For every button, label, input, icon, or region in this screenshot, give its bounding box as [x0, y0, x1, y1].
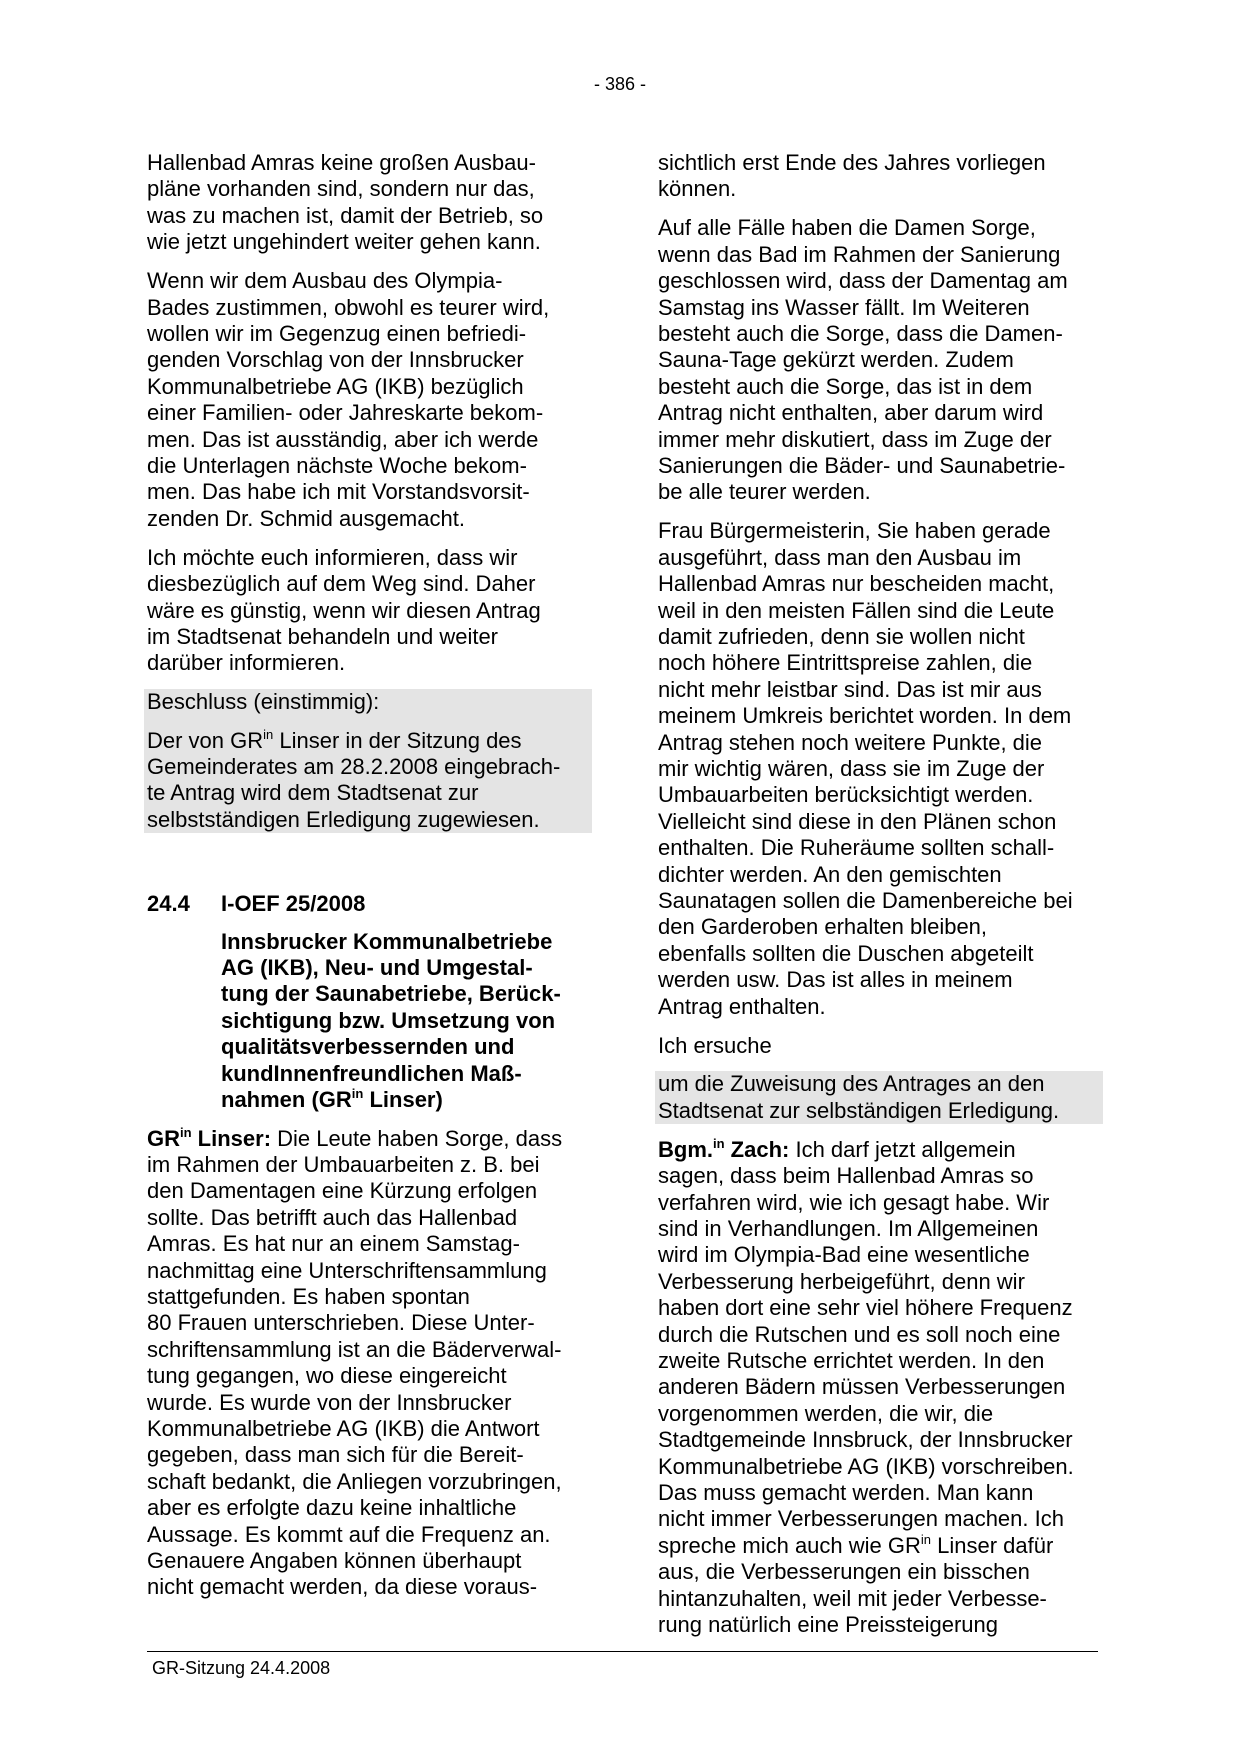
text-line: Bades zustimmen, obwohl es teurer wird, — [147, 294, 550, 320]
text-line: können. — [658, 176, 737, 202]
text-line: dichter werden. An den gemischten — [658, 861, 1002, 887]
text-line: mir wichtig wären, dass sie im Zuge der — [658, 755, 1045, 781]
text-line: verfahren wird, wie ich gesagt habe. Wir — [658, 1189, 1050, 1215]
paragraph — [658, 215, 1103, 505]
paragraph — [147, 150, 592, 256]
text-line: sind in Verhandlungen. Im Allgemeinen — [658, 1215, 1039, 1241]
paragraph — [147, 545, 592, 677]
text-line: um die Zuweisung des Antrages an den — [658, 1071, 1045, 1097]
text-line: Das muss gemacht werden. Man kann — [658, 1480, 1034, 1505]
right-column — [658, 150, 1103, 1651]
text-line: Stadtgemeinde Innsbruck, der Innsbrucker — [658, 1427, 1073, 1453]
text-line: qualitätsverbessernden und — [221, 1034, 515, 1060]
text-line: nicht immer Verbesserungen machen. Ich — [658, 1506, 1064, 1532]
text-line: men. Das habe ich mit Vorstandsvorsit- — [147, 479, 530, 505]
text-line: ausgeführt, dass man den Ausbau im — [658, 544, 1022, 570]
text-line: be alle teurer werden. — [658, 479, 871, 505]
text-line: diesbezüglich auf dem Weg sind. Daher — [147, 571, 536, 597]
text-line: aber es erfolgte dazu keine inhaltliche — [147, 1495, 517, 1521]
text-line: schaft bedankt, die Anliegen vorzubringen, — [147, 1468, 562, 1494]
left-column — [147, 150, 592, 1613]
text-line: Antrag nicht enthalten, aber darum wird — [658, 400, 1044, 426]
text-line: gegeben, dass man sich für die Bereit- — [147, 1442, 524, 1468]
text-line: sichtlich erst Ende des Jahres vorliegen — [658, 150, 1046, 175]
text-line: besteht auch die Sorge, dass die Damen- — [658, 320, 1063, 346]
text-line: sichtigung bzw. Umsetzung von — [221, 1007, 556, 1033]
text-line: pläne vorhanden sind, sondern nur das, — [147, 176, 535, 202]
text-line: durch die Rutschen und es soll noch eine — [658, 1321, 1061, 1347]
text-line: te Antrag wird dem Stadtsenat zur — [147, 780, 479, 806]
text-line: zweite Rutsche errichtet werden. In den — [658, 1347, 1045, 1373]
agenda-number: 24.4 — [147, 891, 190, 917]
paragraph — [658, 150, 1103, 203]
text-line: Genauere Angaben können überhaupt — [147, 1548, 522, 1573]
text-line: noch höhere Eintrittspreise zahlen, die — [658, 650, 1033, 676]
text-line: stattgefunden. Es haben spontan — [147, 1283, 470, 1309]
text-line: tung gegangen, wo diese eingereicht — [147, 1363, 507, 1389]
text-line: Stadtsenat zur selbständigen Erledigung. — [658, 1097, 1060, 1123]
text-line: Kommunalbetriebe AG (IKB) bezüglich — [147, 373, 524, 399]
text-line: wollen wir im Gegenzug einen befriedi- — [147, 320, 527, 346]
footer-text: GR-Sitzung 24.4.2008 — [152, 1658, 331, 1678]
text-line: schriftensammlung ist an die Bäderverwal- — [147, 1336, 562, 1362]
text-line: sollte. Das betrifft auch das Hallenbad — [147, 1204, 518, 1230]
text-line: selbstständigen Erledigung zugewiesen. — [147, 806, 540, 832]
text-line: nicht mehr leistbar sind. Das ist mir aus — [658, 676, 1042, 702]
text-line: Verbesserung herbeigeführt, denn wir — [658, 1268, 1025, 1294]
text-line: werden usw. Das ist alles in meinem — [658, 967, 1013, 993]
text-line: wenn das Bad im Rahmen der Sanierung — [658, 241, 1061, 267]
text-line: Umbauarbeiten berücksichtigt werden. — [658, 782, 1034, 808]
text-line: den Damentagen eine Kürzung erfolgen — [147, 1178, 538, 1204]
resolution-text: Der von $GR^{in}$ Linser in der Sitzung des Gemeinderates am 28.2.2008 eingebrach- te Antrag wird dem Stadtsenat zur selbstständigen Erledigung zugewiesen. — [147, 728, 592, 834]
text-line: anderen Bädern müssen Verbesserungen — [658, 1374, 1066, 1400]
text-line: Sanierungen die Bäder- und Saunabetrie- — [658, 452, 1066, 478]
text-line: darüber informieren. — [147, 650, 346, 676]
text-line: 80 Frauen unterschrieben. Diese Unter- — [147, 1310, 535, 1336]
page-number: - 386 - — [593, 74, 647, 94]
paragraph: Ich ersuche — [658, 1032, 772, 1058]
text-line: Ich möchte euch informieren, dass wir — [147, 544, 518, 570]
speaker-name: Bgm.$^{in}$ Zach: — [658, 1135, 790, 1162]
speech-linser: $GR^{in}$ Linser: Die Leute haben Sorge, dass im Rahmen der Umbauarbeiten z. B. bei den Damentagen eine Kürzung erfolgen sollte. Das betrifft auch das Hallenbad Amras. Es hat nur an einem Samstag- nachmittag eine Unterschriftensammlung stattgefunden. Es haben spontan 80 Frauen unterschrieben. Diese Unter- schriftensammlung ist an die Bäderverwal- tung gegangen, wo diese eingereicht wurde. Es wurde von der Innsbrucker Kommunalbetriebe AG (IKB) die Antwort gegeben, dass man sich für die Bereit- schaft bedankt, die Anliegen vorzubringen, aber es erfolgte dazu keine inhaltliche Aussage. Es kommt auf die Frequenz an. Genauere Angaben können überhaupt nicht gemacht werden, da diese voraus- — [147, 1126, 592, 1601]
request-box — [655, 1071, 1103, 1124]
text-line: Kommunalbetriebe AG (IKB) die Antwort — [147, 1415, 540, 1441]
text-line: meinem Umkreis berichtet worden. In dem — [658, 703, 1072, 729]
text-line: nachmittag eine Unterschriftensammlung — [147, 1257, 547, 1283]
text-line: besteht auch die Sorge, das ist in dem — [658, 373, 1033, 399]
text-line: die Unterlagen nächste Woche bekom- — [147, 452, 527, 478]
text-line: vorgenommen werden, die wir, die — [658, 1400, 994, 1426]
text-line: ebenfalls sollten die Duschen abgeteilt — [658, 940, 1034, 966]
text-line: wäre es günstig, wenn wir diesen Antrag — [147, 597, 541, 623]
text-line: nicht gemacht werden, da diese voraus- — [147, 1574, 538, 1600]
paragraph — [147, 268, 592, 532]
text-line: zenden Dr. Schmid ausgemacht. — [147, 505, 465, 531]
paragraph — [658, 518, 1103, 1020]
text-line: AG (IKB), Neu- und Umgestal- — [221, 955, 533, 981]
text-line: haben dort eine sehr viel höhere Frequenz — [658, 1295, 1073, 1321]
text-line: Vielleicht sind diese in den Plänen schon — [658, 808, 1057, 834]
text-line: Hallenbad Amras nur bescheiden macht, — [658, 571, 1055, 597]
text-line: wurde. Es wurde von der Innsbrucker — [147, 1389, 512, 1415]
text-line: damit zufrieden, denn sie wollen nicht — [658, 623, 1025, 649]
text-line: genden Vorschlag von der Innsbrucker — [147, 347, 524, 373]
footer-rule — [147, 1651, 1098, 1652]
text-line: wird im Olympia-Bad eine wesentliche — [658, 1242, 1030, 1268]
text-line: tung der Saunabetriebe, Berück- — [221, 981, 561, 1007]
text-line: Samstag ins Wasser fällt. Im Weiteren — [658, 294, 1030, 320]
text-line: hintanzuhalten, weil mit jeder Verbesse- — [658, 1585, 1047, 1611]
resolution-box — [144, 689, 592, 833]
speech-zach: Bgm.$^{in}$ Zach: Ich darf jetzt allgemein sagen, dass beim Hallenbad Amras so verfahren wird, wie ich gesagt habe. Wir sind in Verhandlungen. Im Allgemeinen wird im Olympia-Bad eine wesentliche Verbesserung herbeigeführt, denn wir haben dort eine sehr viel höhere Frequenz durch die Rutschen und es soll noch eine zweite Rutsche errichtet werden. In den anderen Bädern müssen Verbesserungen vorgenommen werden, die wir, die Stadtgemeinde Innsbruck, der Innsbrucker Kommunalbetriebe AG (IKB) vorschreiben. Das muss gemacht werden. Man kann nicht immer Verbesserungen machen. Ich spreche mich auch wie $GR^{in}$ Linser dafür aus, die Verbesserungen ein bisschen hintanzuhalten, weil mit jeder Verbesse- rung natürlich eine Preissteigerung — [658, 1137, 1103, 1639]
text-line: Gemeinderates am 28.2.2008 eingebrach- — [147, 754, 561, 780]
text-line: aus, die Verbesserungen ein bisschen — [658, 1559, 1030, 1585]
text-line: Auf alle Fälle haben die Damen Sorge, — [658, 215, 1036, 241]
text-line: Kommunalbetriebe AG (IKB) vorschreiben. — [658, 1453, 1074, 1479]
text-line: wie jetzt ungehindert weiter gehen kann. — [147, 229, 541, 255]
text-line: men. Das ist ausständig, aber ich werde — [147, 426, 539, 452]
resolution-title: Beschluss (einstimmig): — [147, 689, 380, 715]
text-line: Antrag enthalten. — [658, 993, 826, 1019]
text-line: den Garderoben erhalten bleiben, — [658, 914, 988, 940]
speaker-name: $GR^{in}$ Linser: — [147, 1124, 272, 1151]
text-line: Saunatagen sollen die Damenbereiche bei — [658, 887, 1073, 913]
text-line: Innsbrucker Kommunalbetriebe — [221, 928, 553, 954]
agenda-code: I-OEF 25/2008 — [221, 891, 366, 917]
text-line: einer Familien- oder Jahreskarte bekom- — [147, 400, 544, 426]
text-line: Wenn wir dem Ausbau des Olympia- — [147, 268, 503, 294]
text-line: immer mehr diskutiert, dass im Zuge der — [658, 426, 1052, 452]
text-line: Sauna-Tage gekürzt werden. Zudem — [658, 347, 1014, 373]
text-line: sagen, dass beim Hallenbad Amras so — [658, 1163, 1034, 1189]
agenda-heading — [147, 891, 592, 917]
text-line: geschlossen wird, dass der Damentag am — [658, 268, 1068, 294]
text-line: Amras. Es hat nur an einem Samstag- — [147, 1231, 520, 1257]
agenda-title: Innsbrucker Kommunalbetriebe AG (IKB), Neu- und Umgestal- tung der Saunabetriebe, Berück- sichtigung bzw. Umsetzung von qualitätsverbessernden und kundInnenfreundlichen Maß- nahmen ($GR^{in}$ Linser) — [221, 929, 592, 1114]
text-line: im Rahmen der Umbauarbeiten z. B. bei — [147, 1151, 540, 1177]
text-line: weil in den meisten Fällen sind die Leute — [658, 597, 1055, 623]
text-line: enthalten. Die Ruheräume sollten schall- — [658, 835, 1055, 861]
text-line: Antrag stehen noch weitere Punkte, die — [658, 729, 1043, 755]
text-line: rung natürlich eine Preissteigerung — [658, 1612, 998, 1638]
text-line: kundInnenfreundlichen Maß- — [221, 1060, 522, 1086]
text-line: Frau Bürgermeisterin, Sie haben gerade — [658, 518, 1051, 544]
text-line: Aussage. Es kommt auf die Frequenz an. — [147, 1521, 551, 1547]
text-line: im Stadtsenat behandeln und weiter — [147, 623, 499, 649]
text-line: Hallenbad Amras keine großen Ausbau- — [147, 150, 536, 175]
text-line: was zu machen ist, damit der Betrieb, so — [147, 202, 544, 228]
